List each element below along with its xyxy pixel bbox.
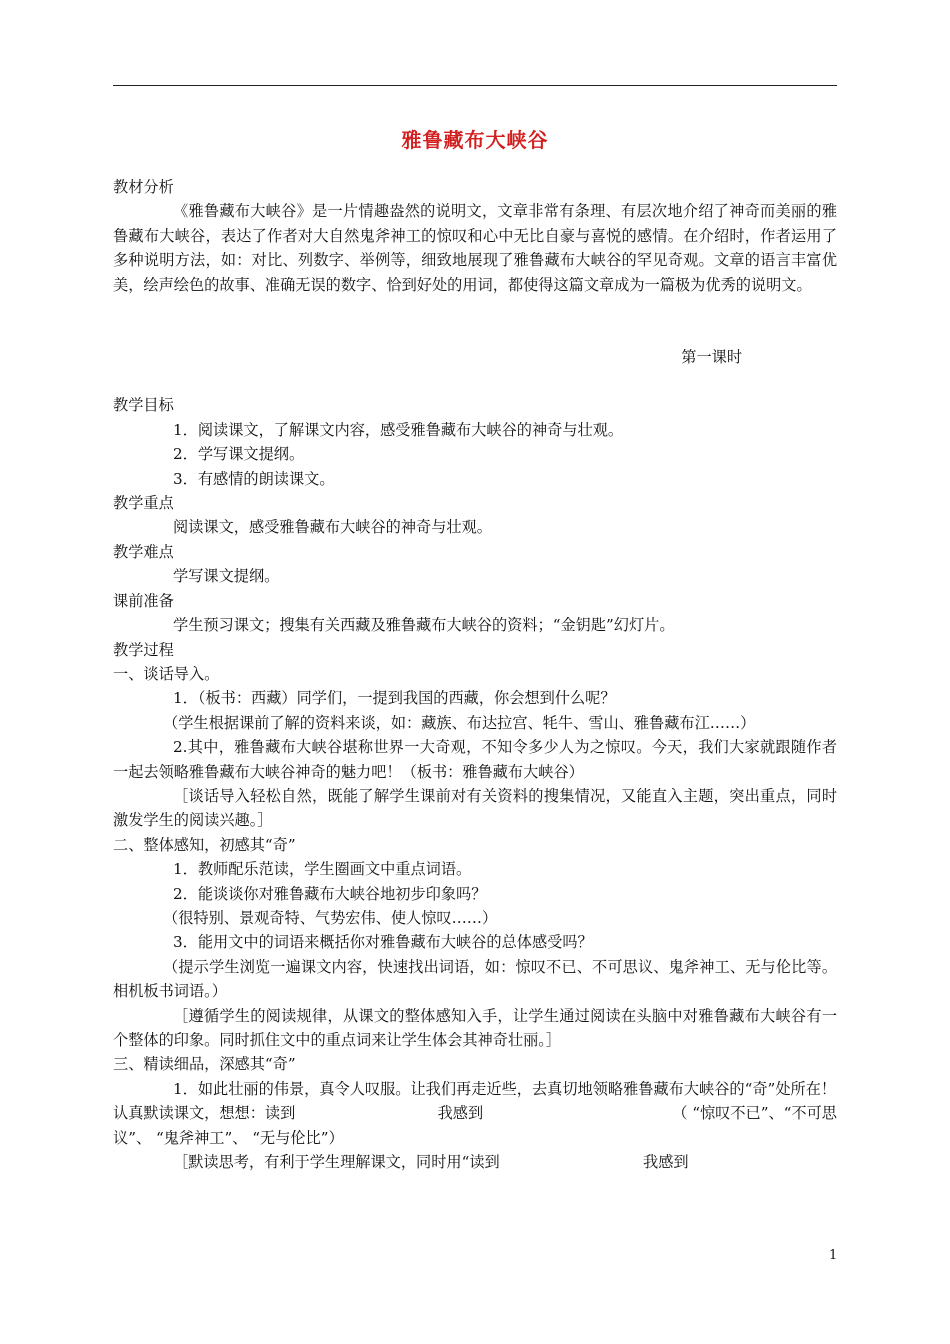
teaching-note: ［遵循学生的阅读规律，从课文的整体感知入手，让学生通过阅读在头脑中对雅鲁藏布大峡谷有一个整体的印象。同时抓住文中的重点词来让学生体会其神奇壮丽。］ — [113, 1006, 837, 1049]
paragraph: 2.其中，雅鲁藏布大峡谷堪称世界一大奇观，不知令多少人为之惊叹。今天，我们大家就跟随作者一起去领略雅鲁藏布大峡谷神奇的魅力吧！（板书：雅鲁藏布大峡谷） — [113, 738, 837, 781]
prep-heading: 课前准备 — [113, 591, 174, 610]
focus-heading: 教学重点 — [113, 494, 174, 513]
paragraph: 1．如此壮丽的伟景，真令人叹服。让我们再走近些，去真切地领略雅鲁藏布大峡谷的“奇”处所在！ — [173, 1079, 837, 1098]
goal-item: 3．有感情的朗读课文。 — [173, 469, 335, 488]
focus-body: 阅读课文，感受雅鲁藏布大峡谷的神奇与壮观。 — [173, 518, 492, 537]
difficulty-body: 学写课文提纲。 — [173, 567, 280, 586]
fill-in-row — [113, 1101, 837, 1125]
paragraph: 3．能用文中的词语来概括你对雅鲁藏布大峡谷的总体感受吗？ — [173, 933, 593, 952]
prep-body: 学生预习课文；搜集有关西藏及雅鲁藏布大峡谷的资料；“金钥匙”幻灯片。 — [173, 616, 675, 635]
fill-in-prompt: 我感到 — [643, 1153, 689, 1172]
section-heading: 二、整体感知，初感其“奇” — [113, 835, 296, 854]
fill-in-prompt: 认真默读课文，想想：读到 — [113, 1104, 296, 1123]
paragraph: 1．（板书：西藏）同学们，一提到我国的西藏，你会想到什么呢？ — [173, 689, 616, 708]
section-heading: 三、精读细品，深感其“奇” — [113, 1055, 296, 1074]
goals-heading: 教学目标 — [113, 396, 174, 415]
analysis-heading: 教材分析 — [113, 178, 174, 196]
paragraph: 2．能谈谈你对雅鲁藏布大峡谷地初步印象吗？ — [173, 884, 487, 903]
paragraph: 1．教师配乐范读，学生圈画文中重点词语。 — [173, 860, 472, 879]
spacer — [113, 297, 837, 321]
page-number: 1 — [829, 1248, 838, 1263]
fill-in-examples: （ “惊叹不已”、“不可思 — [672, 1104, 837, 1123]
fill-in-prompt: 我感到 — [437, 1104, 484, 1123]
section-heading: 一、谈话导入。 — [113, 664, 220, 683]
process-heading: 教学过程 — [113, 640, 174, 659]
lesson-label: 第一课时 — [681, 348, 742, 367]
paragraph: 议”、 “鬼斧神工”、 “无与伦比”） — [113, 1128, 344, 1147]
document-body — [113, 175, 837, 1174]
teaching-note: ［谈话导入轻松自然，既能了解学生课前对有关资料的搜集情况，又能直入主题，突出重点，同时激发学生的阅读兴趣。］ — [113, 786, 837, 830]
page-title: 雅鲁藏布大峡谷 — [401, 128, 549, 152]
fill-in-row — [113, 1150, 837, 1174]
goal-item: 2．学写课文提纲。 — [173, 445, 305, 464]
paragraph: （学生根据课前了解的资料来谈，如：藏族、布达拉宫、牦牛、雪山、雅鲁藏布江……） — [163, 713, 756, 732]
analysis-paragraph: 《雅鲁藏布大峡谷》是一片情趣盎然的说明文，文章非常有条理、有层次地介绍了神奇而美丽的雅鲁藏布大峡谷，表达了作者对大自然鬼斧神工的惊叹和心中无比自豪与喜悦的感情。在介绍时，作者运用了多种说明方法，如：对比、列数字、举例等，细致地展现了雅鲁藏布大峡谷的罕见奇观。文章的语言丰富优美，绘声绘色的故事、准确无误的数字、恰到好处的用词，都使得这篇文章成为一篇极为优秀的说明文。 — [113, 202, 837, 294]
goal-item: 1．阅读课文，了解课文内容，感受雅鲁藏布大峡谷的神奇与壮观。 — [173, 420, 624, 439]
header-rule — [113, 85, 837, 86]
difficulty-heading: 教学难点 — [113, 542, 174, 561]
teaching-note: ［默读思考，有利于学生理解课文，同时用“读到 — [173, 1153, 500, 1172]
paragraph: （提示学生浏览一遍课文内容，快速找出词语，如：惊叹不已、不可思议、鬼斧神工、无与伦比等。相机板书词语。） — [113, 957, 837, 1001]
paragraph: （很特别、景观奇特、气势宏伟、使人惊叹……） — [163, 908, 498, 927]
